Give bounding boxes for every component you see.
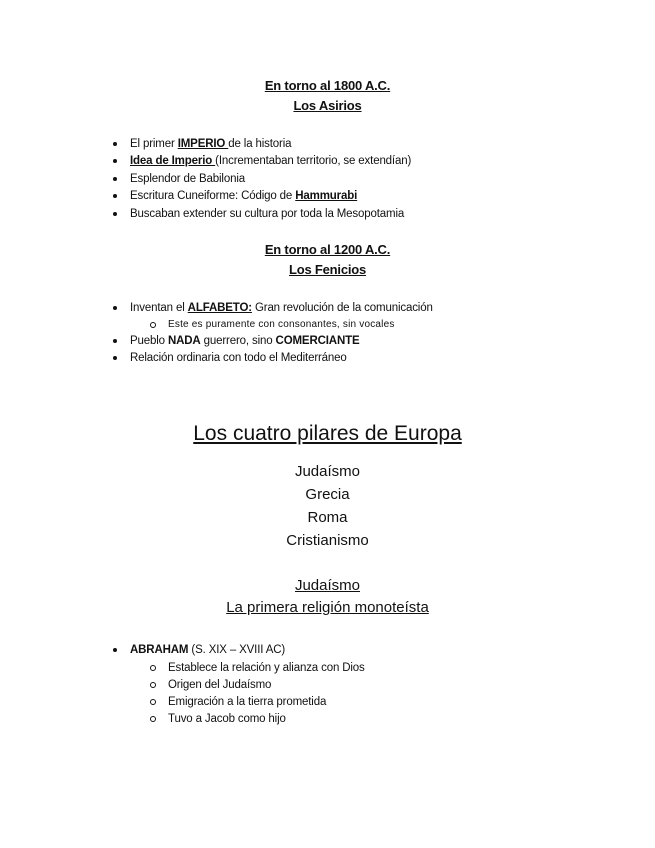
list-item: Escritura Cuneiforme: Código de Hammurabi xyxy=(130,190,358,202)
list-item: Idea de Imperio (Incrementaban territorio, se extendían) xyxy=(130,155,412,167)
list-item: Esplendor de Babilonia xyxy=(130,173,245,185)
fenicios-date-heading: En torno al 1200 A.C. xyxy=(264,242,391,257)
sub-list-item: Emigración a la tierra prometida xyxy=(168,696,327,708)
asirios-date-heading: En torno al 1800 A.C. xyxy=(264,78,391,93)
list-item: ABRAHAM (S. XIX – XVIII AC) xyxy=(130,644,286,656)
list-item: Buscaban extender su cultura por toda la Mesopotamia xyxy=(130,208,405,220)
sub-list-item: Origen del Judaísmo xyxy=(168,679,272,691)
sub-list-item: Tuvo a Jacob como hijo xyxy=(168,713,286,725)
list-item: Relación ordinaria con todo el Mediterráneo xyxy=(130,352,347,364)
sub-list-item: Establece la relación y alianza con Dios xyxy=(168,662,365,674)
pilar-item: Cristianismo xyxy=(286,532,369,549)
list-item: Inventan el ALFABETO: Gran revolución de la comunicación xyxy=(130,302,433,314)
judaismo-title-heading: Judaísmo xyxy=(294,577,361,594)
fenicios-title-heading: Los Fenicios xyxy=(288,262,367,277)
list-item: El primer IMPERIO de la historia xyxy=(130,138,292,150)
pilares-title-heading: Los cuatro pilares de Europa xyxy=(193,422,462,445)
judaismo-subtitle-heading: La primera religión monoteísta xyxy=(226,599,429,616)
list-item: Pueblo NADA guerrero, sino COMERCIANTE xyxy=(130,335,360,347)
pilar-item: Roma xyxy=(307,509,348,526)
asirios-title-heading: Los Asirios xyxy=(293,98,362,113)
pilar-item: Judaísmo xyxy=(294,463,361,480)
sub-list-item: Este es puramente con consonantes, sin vocales xyxy=(168,319,395,330)
pilar-item: Grecia xyxy=(305,486,350,503)
